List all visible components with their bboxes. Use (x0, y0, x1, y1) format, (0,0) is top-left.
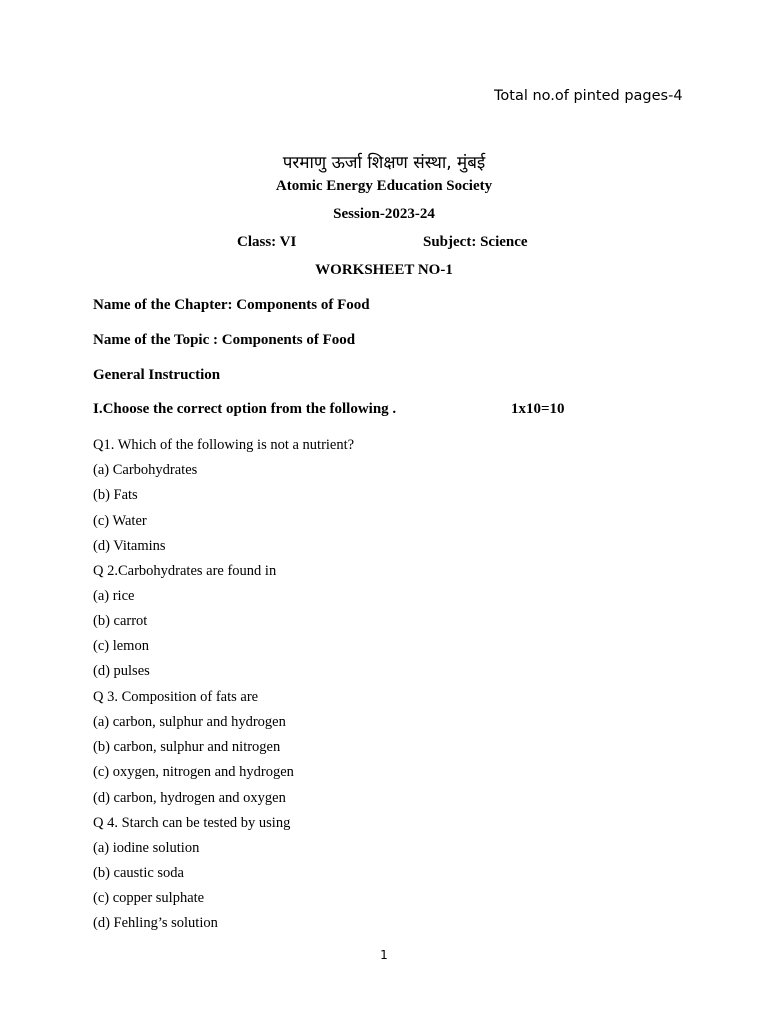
question-1: Q1. Which of the following is not a nutrient? (93, 437, 355, 453)
society-title: Atomic Energy Education Society (275, 178, 493, 194)
section-marks: 1x10=10 (511, 401, 565, 417)
worksheet-title: WORKSHEET NO-1 (315, 262, 453, 278)
question-4-option-a: (a) iodine solution (93, 840, 200, 856)
class-label: Class: VI (237, 234, 297, 250)
question-3-option-a: (a) carbon, sulphur and hydrogen (93, 714, 286, 730)
question-1-option-d: (d) Vitamins (93, 538, 166, 554)
general-instruction-heading: General Instruction (93, 367, 221, 383)
question-3-option-c: (c) oxygen, nitrogen and hydrogen (93, 764, 294, 780)
hindi-title: परमाणु ऊर्जा शिक्षण संस्था, मुंबई (282, 153, 486, 173)
question-1-option-c: (c) Water (93, 513, 147, 529)
page-number: 1 (380, 948, 388, 962)
session-label: Session-2023-24 (333, 206, 435, 222)
question-4-option-b: (b) caustic soda (93, 865, 184, 881)
question-2-option-b: (b) carrot (93, 613, 148, 629)
question-2-option-d: (d) pulses (93, 663, 150, 679)
page-count-note: Total no.of pinted pages-4 (494, 88, 683, 104)
question-2-option-c: (c) lemon (93, 638, 149, 654)
question-4: Q 4. Starch can be tested by using (93, 815, 291, 831)
question-2: Q 2.Carbohydrates are found in (93, 563, 277, 579)
section-title: I.Choose the correct option from the following . (93, 401, 397, 417)
chapter-name: Name of the Chapter: Components of Food (93, 297, 370, 313)
subject-label: Subject: Science (423, 234, 528, 250)
topic-name: Name of the Topic : Components of Food (93, 332, 356, 348)
question-2-option-a: (a) rice (93, 588, 135, 604)
question-3: Q 3. Composition of fats are (93, 689, 259, 705)
question-3-option-b: (b) carbon, sulphur and nitrogen (93, 739, 281, 755)
question-3-option-d: (d) carbon, hydrogen and oxygen (93, 790, 286, 806)
question-1-option-b: (b) Fats (93, 487, 138, 503)
question-1-option-a: (a) Carbohydrates (93, 462, 198, 478)
question-4-option-d: (d) Fehling’s solution (93, 915, 218, 931)
question-4-option-c: (c) copper sulphate (93, 890, 205, 906)
